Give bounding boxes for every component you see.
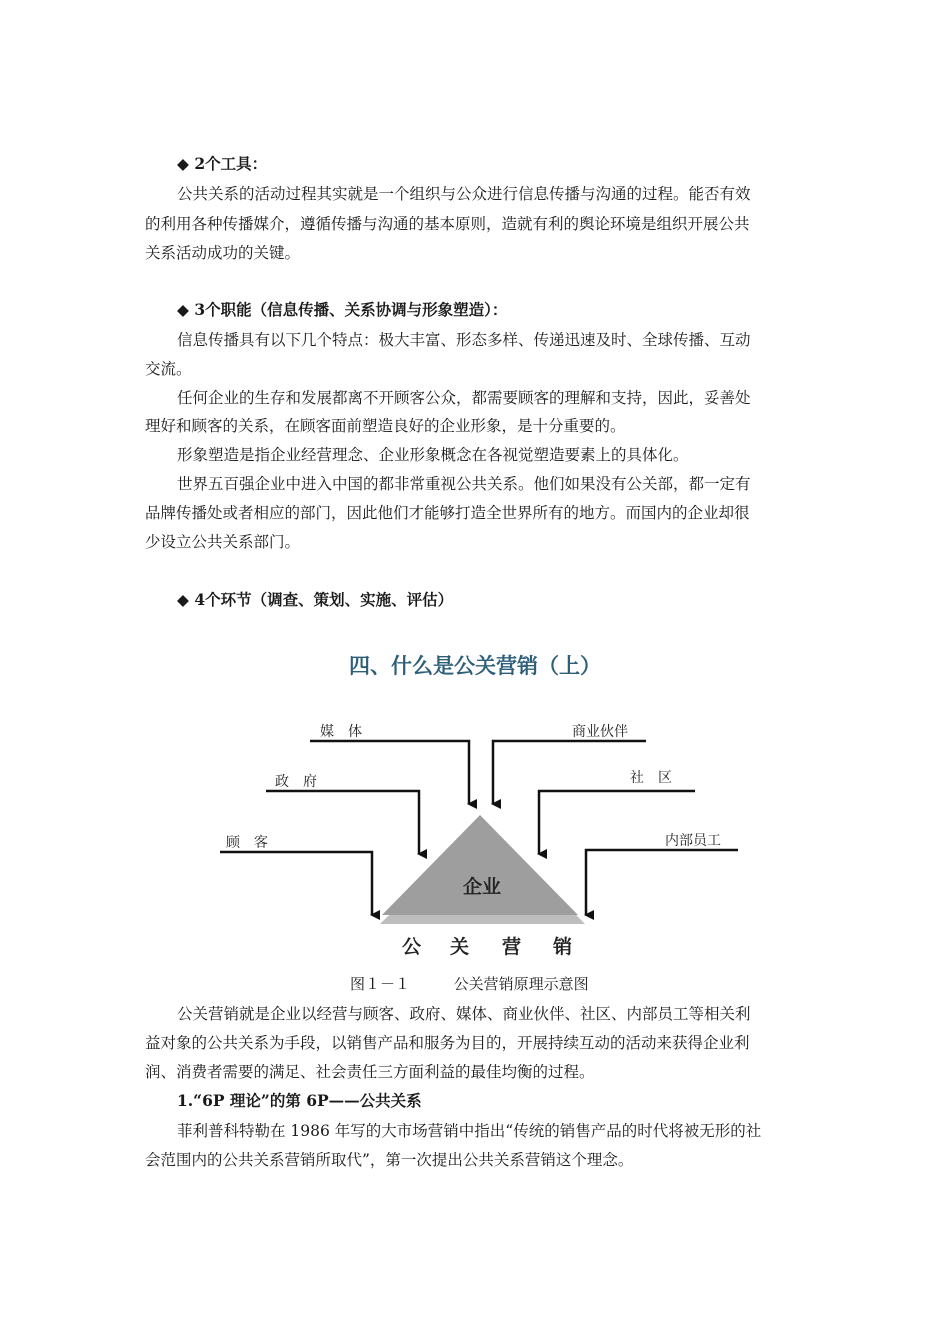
section-title-steps: ◆ 4个环节（调查、策划、实施、评估） bbox=[177, 590, 454, 609]
base-char: 销 bbox=[553, 936, 573, 958]
section-title-functions: ◆ 3个职能（信息传播、关系协调与形象塑造）： bbox=[177, 300, 508, 319]
paragraph-line: 交流。 bbox=[145, 360, 192, 378]
paragraph-line: 形象塑造是指企业经营理念、企业形象概念在各视觉塑造要素上的具体化。 bbox=[177, 446, 689, 464]
paragraph-line: 润、消费者需要的满足、社会责任三方面利益的最佳均衡的过程。 bbox=[145, 1063, 595, 1081]
paragraph-line: 的利用各种传播媒介，遵循传播与沟通的基本原则，造就有利的舆论环境是组织开展公共 bbox=[145, 215, 750, 233]
base-char: 营 bbox=[502, 936, 522, 958]
label-community: 社 区 bbox=[630, 770, 672, 786]
figure-title: 公关营销原理示意图 bbox=[453, 975, 589, 993]
subheading-6p: 1.“6P 理论”的第 6P——公共关系 bbox=[177, 1091, 422, 1110]
paragraph-line: 任何企业的生存和发展都离不开顾客公众，都需要顾客的理解和支持，因此，妥善处 bbox=[177, 389, 751, 407]
paragraph-line: 少设立公共关系部门。 bbox=[145, 533, 301, 551]
paragraph-line: 品牌传播处或者相应的部门，因此他们才能够打造全世界所有的地方。而国内的企业却很 bbox=[145, 504, 750, 522]
paragraph-line: 公共关系的活动过程其实就是一个组织与公众进行信息传播与沟通的过程。能否有效 bbox=[177, 185, 751, 203]
label-media: 媒 体 bbox=[320, 724, 362, 740]
paragraph-line: 会范围内的公共关系营销所取代”，第一次提出公共关系营销这个理念。 bbox=[145, 1151, 634, 1169]
figure-number: 图１－１ bbox=[350, 975, 411, 993]
section-title-tools: ◆ 2个工具： bbox=[177, 154, 268, 173]
paragraph-line: 信息传播具有以下几个特点：极大丰富、形态多样、传递迅速及时、全球传播、互动 bbox=[177, 331, 751, 349]
label-employees: 内部员工 bbox=[665, 833, 721, 849]
enterprise-label: 企业 bbox=[462, 876, 502, 898]
paragraph-line: 菲利普科特勒在 1986 年写的大市场营销中指出“传统的销售产品的时代将被无形的社 bbox=[177, 1122, 762, 1140]
paragraph-line: 理好和顾客的关系，在顾客面前塑造良好的企业形象，是十分重要的。 bbox=[145, 417, 626, 435]
enterprise-triangle bbox=[382, 815, 578, 915]
customers-arrow bbox=[220, 852, 372, 915]
paragraph-line: 关系活动成功的关键。 bbox=[145, 244, 301, 262]
employees-arrow bbox=[586, 850, 738, 915]
pr-marketing-diagram bbox=[210, 712, 750, 962]
paragraph-line: 世界五百强企业中进入中国的都非常重视公共关系。他们如果没有公关部，都一定有 bbox=[177, 475, 751, 493]
section-heading: 四、什么是公关营销（上） bbox=[349, 654, 601, 678]
label-customers: 顾 客 bbox=[226, 835, 268, 851]
media-arrow bbox=[310, 741, 469, 804]
government-arrow bbox=[266, 791, 419, 854]
base-char: 关 bbox=[450, 936, 470, 958]
label-partners: 商业伙伴 bbox=[572, 724, 628, 740]
paragraph-line: 益对象的公共关系为手段，以销售产品和服务为目的，开展持续互动的活动来获得企业利 bbox=[145, 1034, 750, 1052]
figure-caption bbox=[350, 974, 589, 994]
partners-arrow bbox=[493, 741, 646, 804]
base-char: 公 bbox=[402, 936, 422, 958]
paragraph-line: 公关营销就是企业以经营与顾客、政府、媒体、商业伙伴、社区、内部员工等相关利 bbox=[177, 1005, 751, 1023]
label-government: 政 府 bbox=[275, 774, 317, 790]
